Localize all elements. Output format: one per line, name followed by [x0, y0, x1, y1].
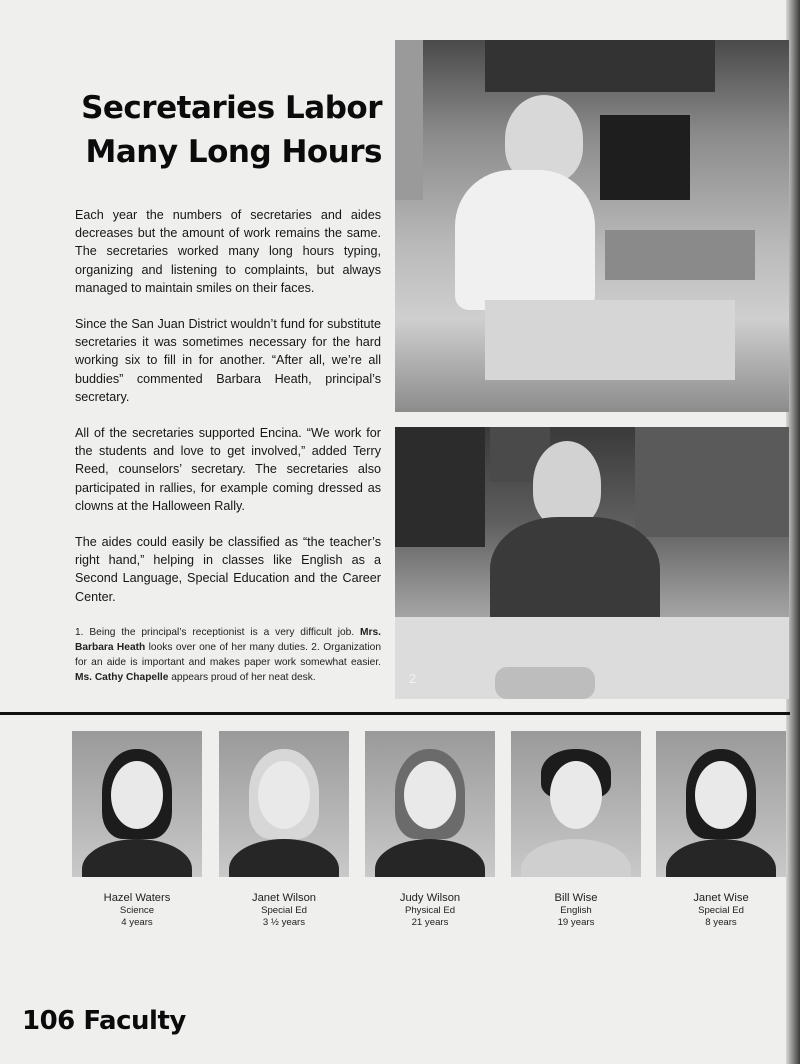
photo-caption	[75, 625, 381, 685]
photo-aide-at-desk	[395, 427, 789, 699]
staff-department: English	[560, 904, 592, 916]
photo-secretary-at-desk	[395, 40, 789, 412]
paragraph: Each year the numbers of secretaries and aides decreases but the amount of work remains the same. The secretaries worked many long hours typing, organizing and listening to complaints, but always managed to maintain smiles on their faces.	[75, 208, 381, 295]
staff-department: Physical Ed	[404, 904, 456, 916]
staff-years: 8 years	[705, 917, 737, 928]
staff-years: 4 years	[121, 917, 153, 928]
title-line-2: Many Long Hours	[85, 134, 382, 170]
staff-department: Special Ed	[698, 904, 744, 916]
caption-text: 1. Being the principal’s receptionist is a very difficult job.	[75, 627, 361, 638]
page-footer: 106 Faculty	[22, 1006, 186, 1036]
staff-department: Science	[119, 904, 155, 916]
photo-number: 2	[409, 671, 417, 686]
typewriter	[605, 230, 755, 280]
person-body	[455, 170, 595, 310]
portrait-photo	[511, 731, 641, 877]
staff-years: 19 years	[557, 917, 595, 928]
title-line-1: Secretaries Labor	[81, 90, 382, 126]
section-divider	[0, 712, 790, 715]
shelves	[635, 427, 789, 537]
person-head	[533, 441, 601, 527]
staff-caption	[656, 892, 786, 930]
staff-caption	[365, 892, 495, 930]
paragraph: All of the secretaries supported Encina. “We work for the students and love to get involved,” added Terry Reed, counselors’ secretary. The secretaries also participated in rallies, for example coming dressed as clowns at the Halloween Rally.	[75, 426, 381, 513]
article-body	[75, 206, 381, 624]
staff-caption	[72, 892, 202, 930]
staff-name: Janet Wise	[693, 892, 749, 904]
curtain	[395, 40, 423, 200]
staff-department: Special Ed	[261, 904, 307, 916]
caption-name-bold: Mrs. Barbara Heath	[75, 627, 381, 653]
telephone	[495, 667, 595, 699]
staff-name: Hazel Waters	[103, 892, 171, 904]
cabinet	[395, 427, 485, 547]
staff-name: Janet Wilson	[251, 892, 317, 904]
paragraph: Since the San Juan District wouldn’t fund for substitute secretaries it was sometimes necessary for the hard working six to fill in for another. “After all, we’re all buddies” commented Barbara Heath, principal’s secretary.	[75, 317, 381, 404]
portrait-photo	[656, 731, 786, 877]
staff-caption	[511, 892, 641, 930]
staff-years: 21 years	[411, 917, 449, 928]
staff-name: Judy Wilson	[399, 892, 461, 904]
staff-caption	[219, 892, 349, 930]
portrait-photo	[219, 731, 349, 877]
desk-papers	[485, 300, 735, 380]
portrait-photo	[72, 731, 202, 877]
staff-name: Bill Wise	[554, 892, 598, 904]
paragraph: The aides could easily be classified as “the teacher’s right hand,” helping in classes like English as a Second Language, Special Education and the Career Center.	[75, 535, 381, 604]
portrait-photo	[365, 731, 495, 877]
staff-portraits	[72, 731, 788, 881]
caption-name-bold: Ms. Cathy Chapelle	[75, 672, 169, 683]
page-title	[60, 86, 382, 174]
caption-text: appears proud of her neat desk.	[168, 672, 316, 683]
caption-text: looks over one of her many duties. 2. Organization for an aide is important and makes paper work somewhat easier.	[75, 642, 381, 668]
binders	[600, 115, 690, 200]
staff-years: 3 ½ years	[262, 917, 306, 928]
bookshelf	[485, 40, 715, 92]
